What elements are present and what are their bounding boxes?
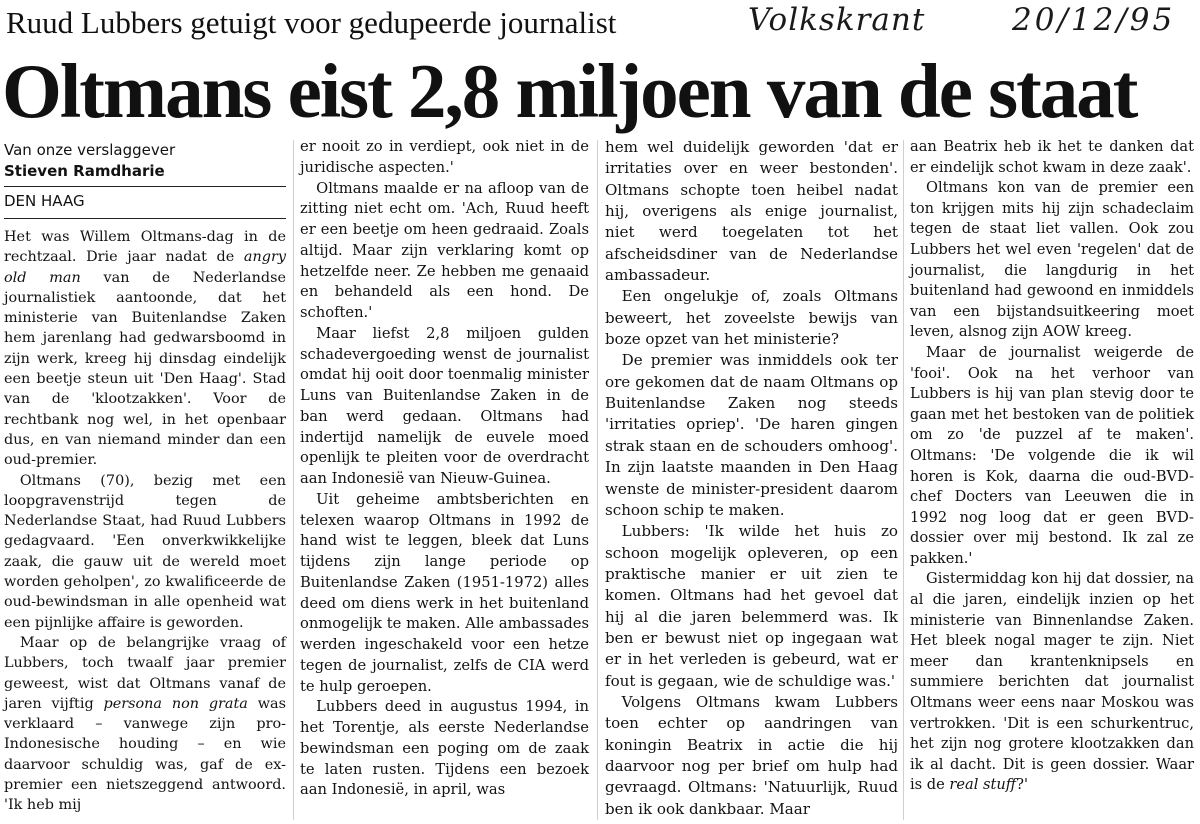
paragraph: Volgens Oltmans kwam Lubbers toen echter op aandringen van koningin Beatrix in actie die hij daarvoor nog per brief om hulp had gevraagd. Oltmans: 'Natuurlijk, Ruud ben ik ook dankbaar. Maar: [605, 692, 898, 818]
headline: Oltmans eist 2,8 miljoen van de staat: [2, 48, 1137, 134]
paragraph: De premier was inmiddels ook ter ore gekomen dat de naam Oltmans op Buitenlandse Zaken nog steeds 'irritaties opriep'. 'De haren gingen strak staan en de schouders omhoog'. In zijn laatste maanden in Den Haag wenste de minister-president daarom schoon schip te maken.: [605, 351, 898, 519]
article-column-4: [910, 137, 1194, 796]
dateline: DEN HAAG: [4, 186, 286, 219]
paragraph: Maar de journalist weigerde de 'fooi'. Ook na het verhoor van Lubbers is hij van plan stevig door te gaan met het bestoken van de politiek om zo 'de puzzel af te maken'. Oltmans: 'De volgende die ik wil horen is Kok, daarna die oud-BVD-chef Docters van Leeuwen die in 1992 nog loog dat er geen BVD-dossier over mij bestond. Ik zal ze pakken.': [910, 343, 1194, 567]
column-divider: [597, 140, 598, 820]
paragraph: Oltmans kon van de premier een ton krijgen mits hij zijn schadeclaim tegen de staat liet vallen. Ook zou Lubbers het wel even 'regelen' dat de journalist, die langdurig in het buitenland had gewoond en inmiddels van een bijstandsuitkeering moet leven, alsnog zijn AOW kreeg.: [910, 179, 1194, 341]
paragraph: er nooit zo in verdiept, ook niet in de juridische aspecten.': [300, 138, 589, 176]
paragraph: Uit geheime ambtsberichten en telexen waarop Oltmans in 1992 de hand wist te leggen, bleek dat Luns tijdens zijn lange periode op Buitenlandse Zaken (1951-1972) alles deed om diens werk in het buitenland onmogelijk te maken. Alle ambassades werden ingeschakeld voor een hetze tegen de journalist, zelfs de CIA werd te hulp geroepen.: [300, 490, 589, 695]
paragraph: Lubbers: 'Ik wilde het huis zo schoon mogelijk opleveren, op een praktische manier er uit zien te komen. Oltmans had het gevoel dat hij al die jaren belemmerd was. Ik ben er bewust niet op ingegaan wat er in het verleden is gebeurd, wat er fout is gegaan, wie de schuldige was.': [605, 522, 898, 690]
paragraph: hem wel duidelijk geworden 'dat er irritaties over en weer bestonden'. Oltmans schopte toen heibel nadat hij, overigens als enige journalist, niet werd toegelaten tot het afscheidsdiner van de Nederlandse ambassadeur.: [605, 138, 898, 285]
paragraph: Gistermiddag kon hij dat dossier, na al die jaren, eindelijk inzien op het ministerie van Binnenlandse Zaken. Het bleek nogal mager te zijn. Niet meer dan krantenknipsels en summiere berichten dat journalist Oltmans weer eens naar Moskou was vertrokken. 'Dit is een schurkentruc, het zijn nog grotere klootzakken dan ik al dacht. Dit is geen dossier. Waar is de real stuff?': [910, 570, 1194, 794]
paragraph: Oltmans (70), bezig met een loopgravenstrijd tegen de Nederlandse Staat, had Ruud Lubbers gedagvaard. 'Een onverkwikkelijke zaak, die gauw uit de wereld moet worden geholpen', zo kwalificeerde de oud-bewindsman in alle openheid wat een pijnlijke affaire is geworden.: [4, 472, 286, 631]
paragraph: aan Beatrix heb ik het te danken dat er eindelijk schot kwam in deze zaak'.: [910, 138, 1194, 176]
byline-intro: Van onze verslaggever: [4, 141, 176, 159]
paragraph: Maar liefst 2,8 miljoen gulden schadevergoeding wenst de journalist omdat hij ooit door toenmalig minister Luns van Buitenlandse Zaken in de ban werd gedaan. Oltmans had indertijd namelijk de euvele moed openlijk te pleiten voor de overdracht aan Indonesië van Nieuw-Guinea.: [300, 324, 589, 487]
column-divider: [903, 140, 904, 820]
paragraph: Maar op de belangrijke vraag of Lubbers, toch twaalf jaar premier geweest, wist dat Oltmans vanaf de jaren vijftig persona non grata was verklaard – vanwege zijn pro-Indonesische houding – en wie daarvoor schuldig was, gaf de ex-premier een nietszeggend antwoord. 'Ik heb mij: [4, 634, 287, 814]
paragraph: Een ongelukje of, zoals Oltmans beweert, het zoveelste bewijs van boze opzet van het ministerie?: [605, 287, 898, 349]
byline-author: Stieven Ramdharie: [4, 162, 165, 180]
article-column-1: [4, 140, 286, 816]
paragraph: Lubbers deed in augustus 1994, in het Torentje, als eerste Nederlandse bewindsman een poging om de zaak te laten rusten. Tijdens een bezoek aan Indonesië, in april, was: [300, 698, 589, 799]
handwritten-date-note: 20/12/95: [1012, 2, 1176, 38]
paragraph: Het was Willem Oltmans-dag in de rechtzaal. Drie jaar nadat de angry old man van de Nederlandse journalistiek aantoonde, dat het ministerie van Buitenlandse Zaken hem jarenlang had gedwarsboomd in zijn werk, kreeg hij dinsdag eindelijk een beetje steun uit 'Den Haag'. Stad van de 'klootzakken'. Voor de rechtbank nog wel, in het openbaar dus, en van niemand minder dan een oud-premier.: [4, 229, 286, 469]
column-divider: [293, 140, 294, 820]
subheadline: Ruud Lubbers getuigt voor gedupeerde journalist: [6, 5, 617, 40]
article-column-3: [605, 137, 898, 820]
article-column-2: [300, 137, 589, 801]
handwritten-source-note: Volkskrant: [748, 2, 926, 38]
paragraph: Oltmans maalde er na afloop van de zitting niet echt om. 'Ach, Ruud heeft er een beetje om heen gedraaid. Zoals altijd. Maar zijn verklaring komt op hetzelfde neer. Ze hebben me genaaid en behandeld als een hond. De schoften.': [300, 179, 589, 321]
